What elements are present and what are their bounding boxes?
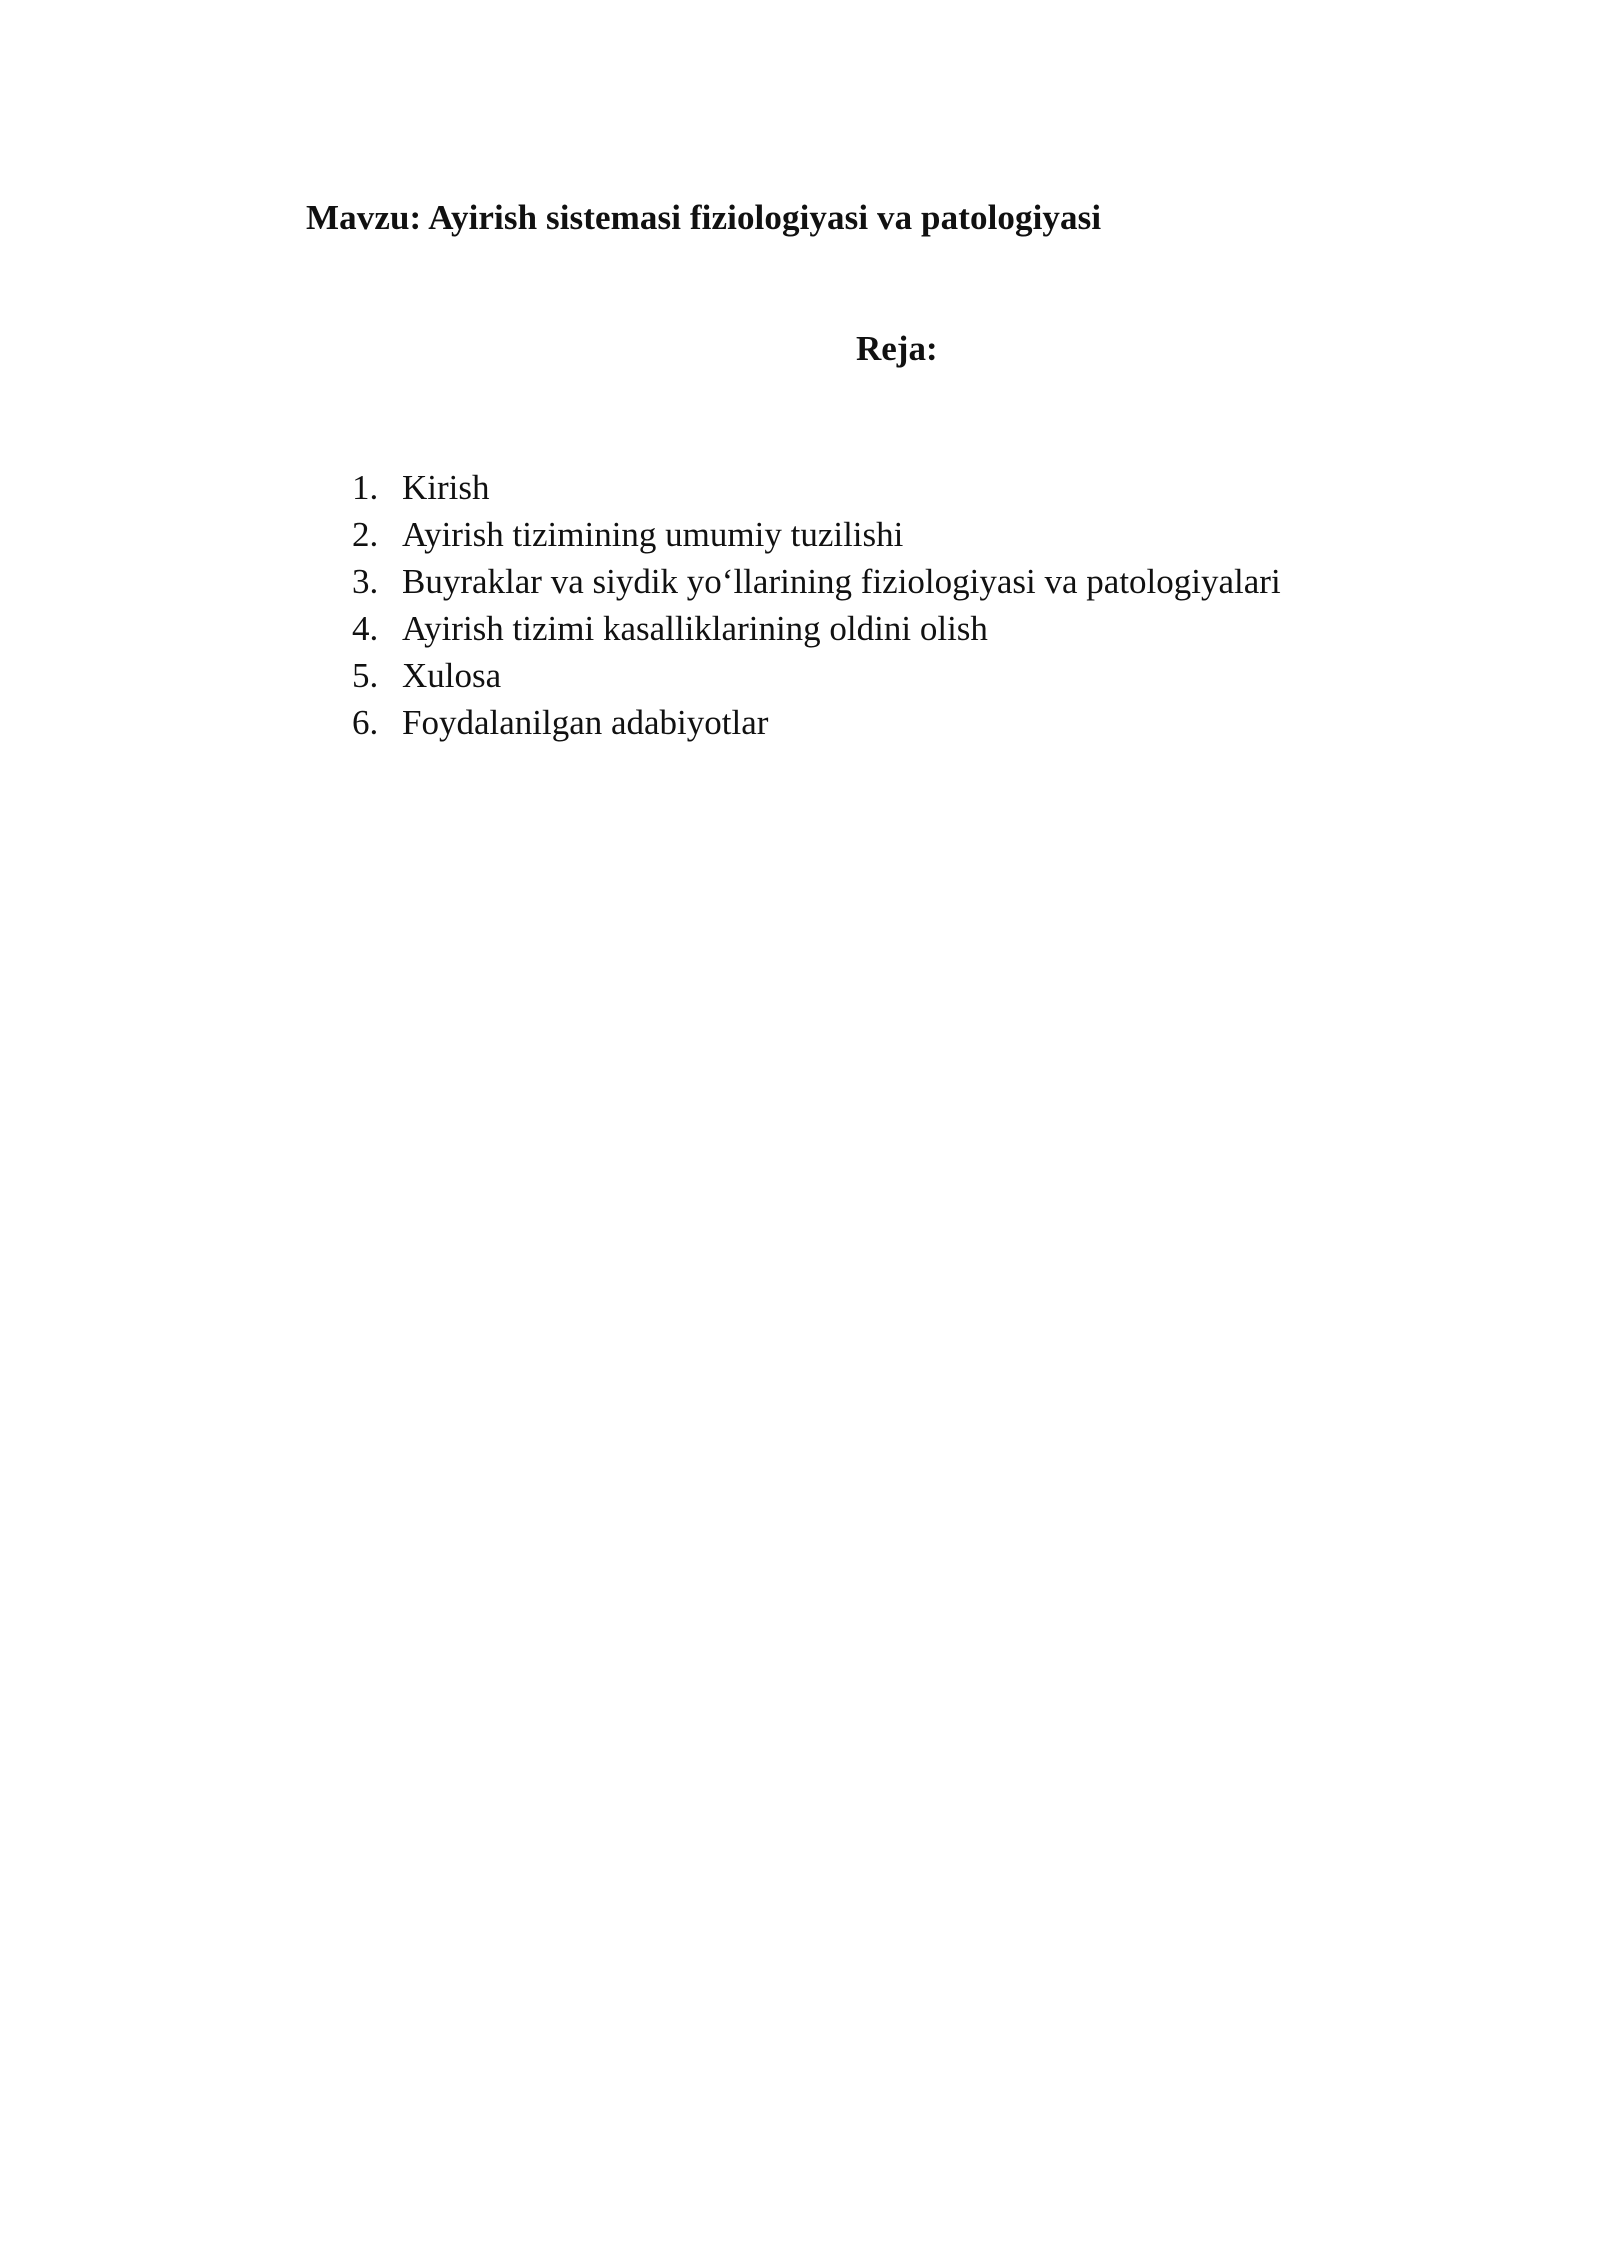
plan-item-text: Ayirish tizimining umumiy tuzilishi — [402, 515, 904, 554]
plan-item — [352, 652, 1281, 699]
plan-item-text: Buyraklar va siydik yo‘llarining fiziologiyasi va patologiyalari — [402, 562, 1281, 601]
plan-item — [352, 464, 1281, 511]
plan-item-number: 5. — [352, 656, 379, 695]
plan-item-text: Xulosa — [402, 656, 502, 695]
plan-list — [352, 464, 1281, 746]
plan-item-number: 2. — [352, 515, 379, 554]
plan-item-text: Kirish — [402, 468, 490, 507]
plan-item — [352, 605, 1281, 652]
plan-item — [352, 558, 1281, 605]
plan-heading: Reja: — [856, 329, 938, 368]
plan-item-number: 4. — [352, 609, 379, 648]
plan-item — [352, 699, 1281, 746]
plan-item-number: 6. — [352, 703, 379, 742]
plan-item-text: Ayirish tizimi kasalliklarining oldini olish — [402, 609, 988, 648]
document-title: Mavzu: Ayirish sistemasi fiziologiyasi va patologiyasi — [306, 198, 1102, 237]
plan-item-number: 3. — [352, 562, 379, 601]
plan-item — [352, 511, 1281, 558]
plan-item-number: 1. — [352, 468, 379, 507]
plan-item-text: Foydalanilgan adabiyotlar — [402, 703, 769, 742]
